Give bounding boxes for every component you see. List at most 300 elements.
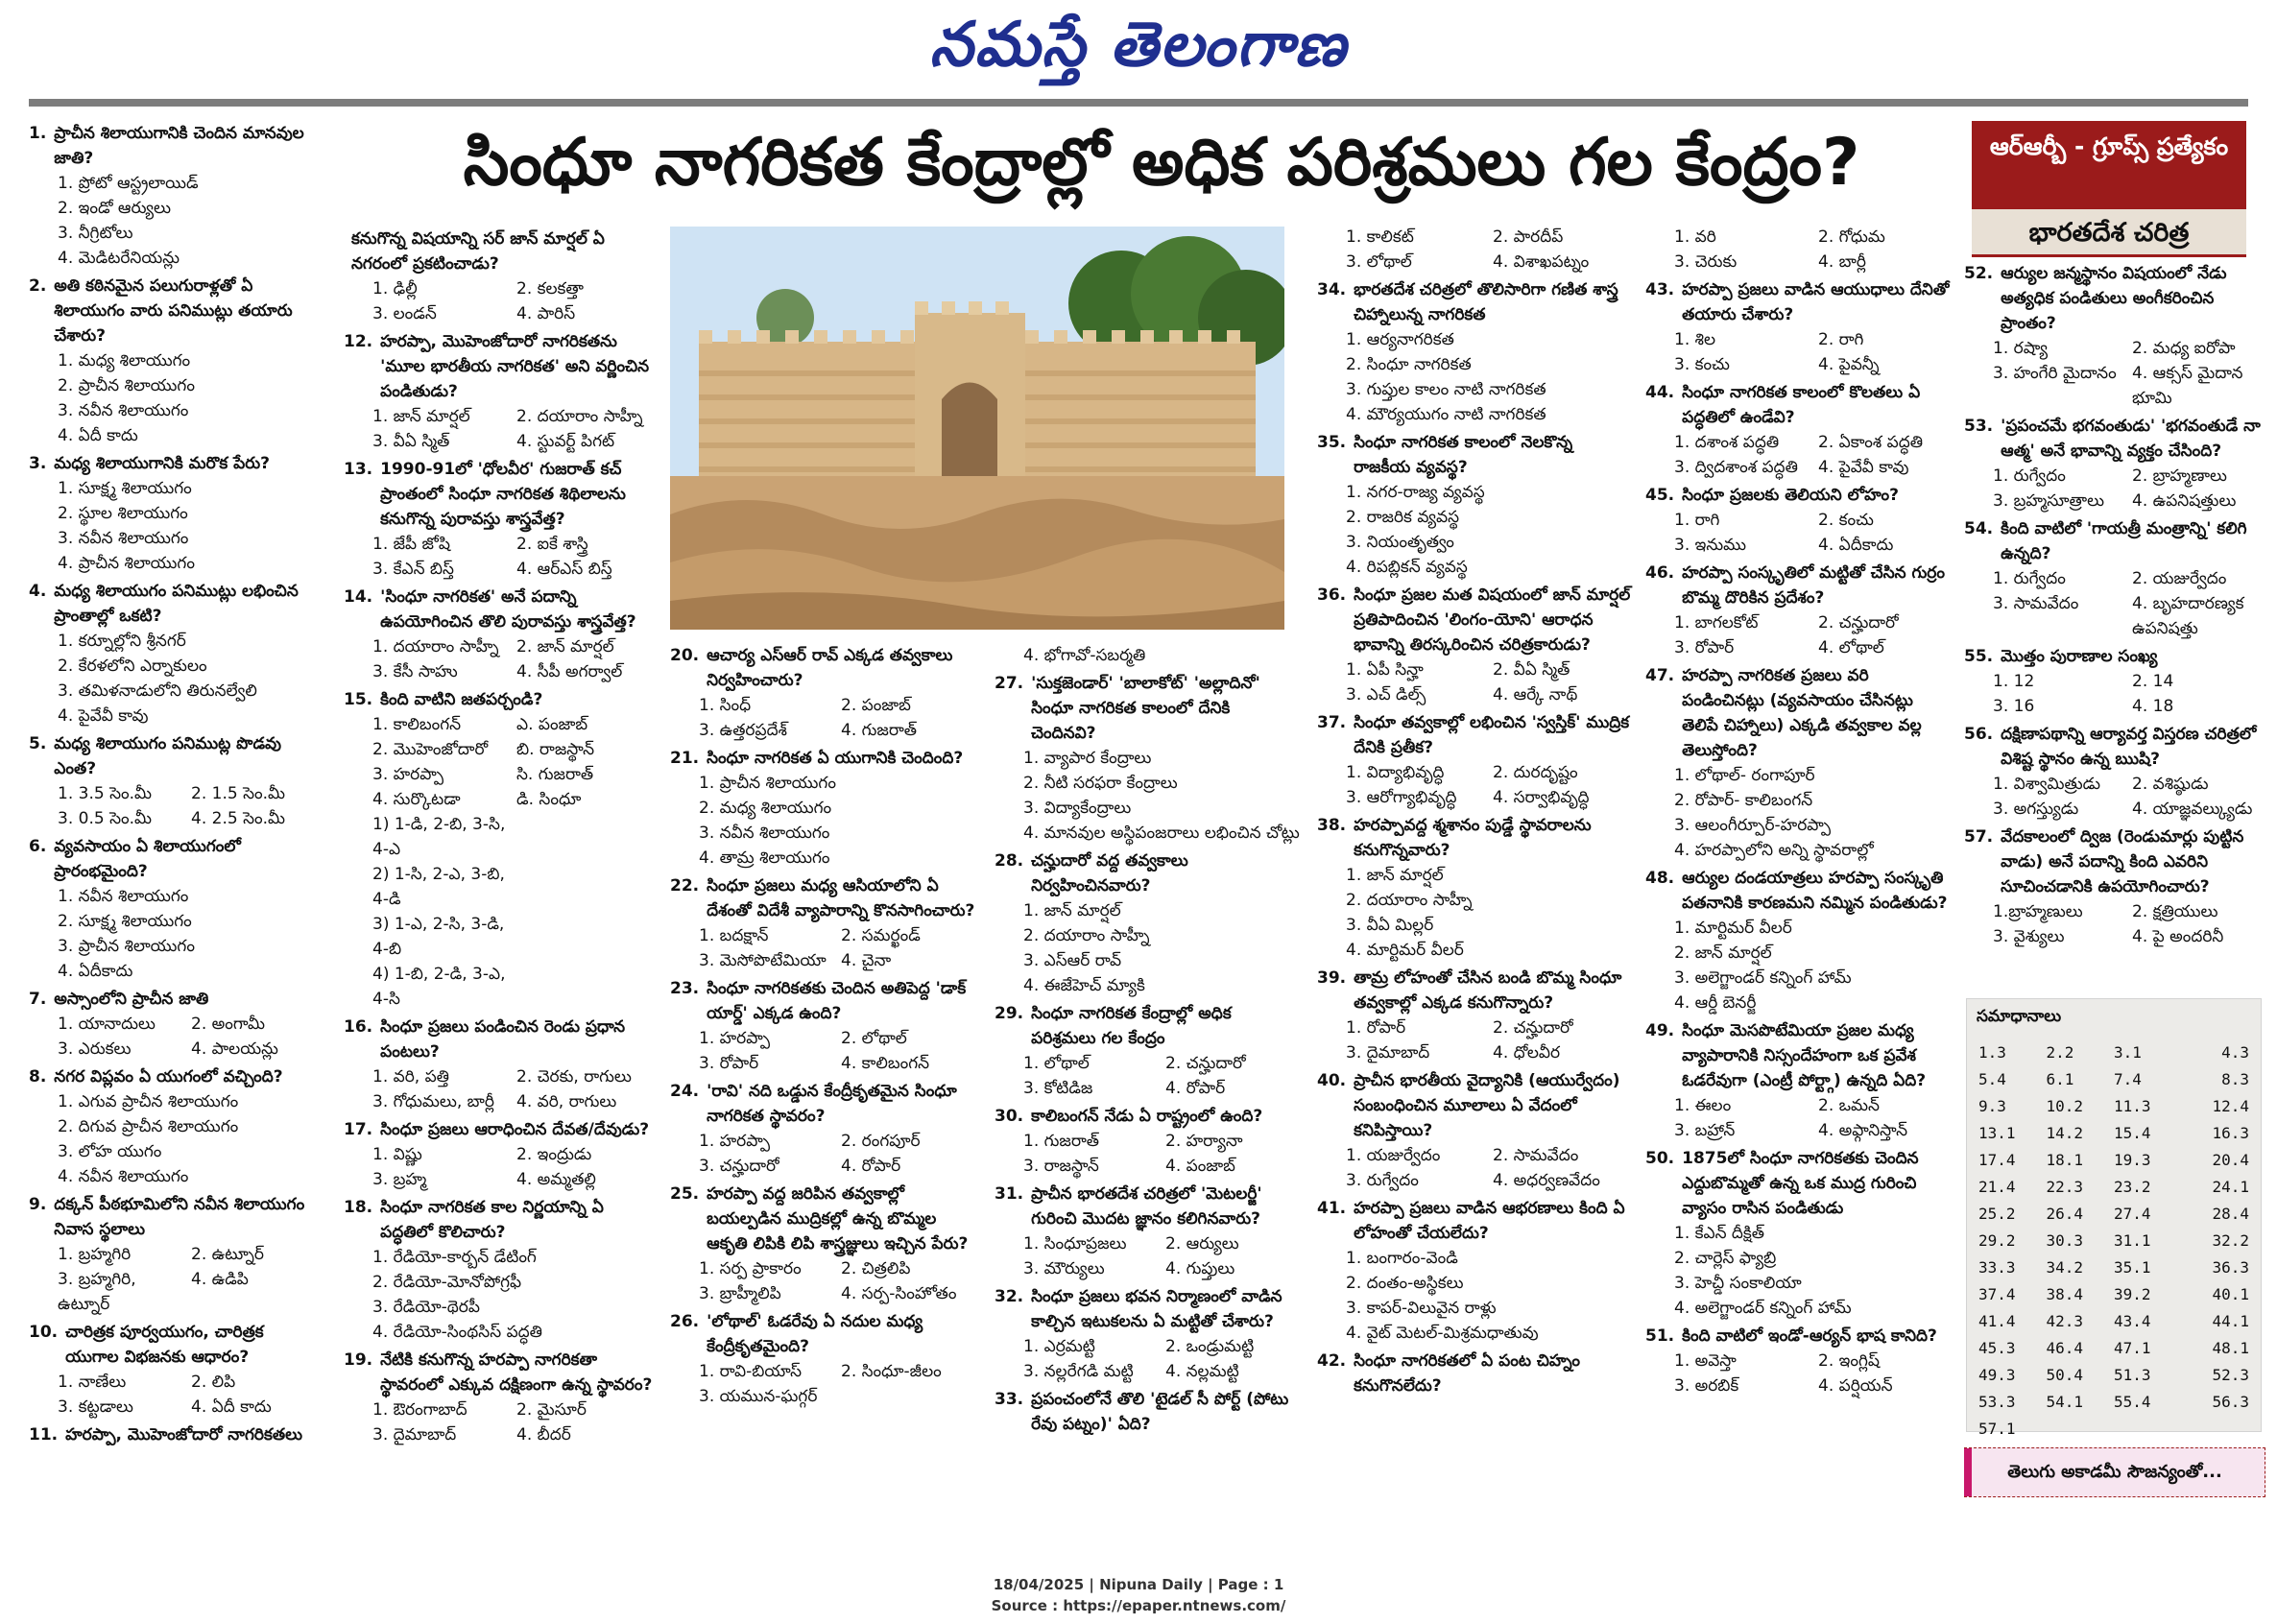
option: 2. సమర్ఖండ్	[841, 926, 921, 945]
option: 3. ఆరోగ్యాభివృద్ధి	[1346, 788, 1457, 807]
option: 3. చెరుకు	[1674, 252, 1738, 272]
option: 3. బ్రహ్మసూత్రాలు	[1993, 491, 2105, 511]
option-list	[1645, 1093, 1954, 1143]
option: 1. మార్టిమర్ వీలర్	[1674, 919, 1792, 938]
question-number	[344, 227, 351, 276]
option-list	[344, 712, 653, 1012]
option-list	[1964, 464, 2264, 513]
option: 2. ఏకాంశ పద్ధతి	[1818, 433, 1924, 452]
option: 2. బ్రాహ్మణాలు	[2132, 466, 2227, 486]
question-item	[29, 1320, 317, 1420]
question-text: దక్షిణాపథాన్ని ఆర్యావర్త విస్తరణ చరిత్రలో విశిష్ట స్థానం ఉన్న ఋషి?	[2001, 725, 2257, 769]
option-list	[29, 1370, 317, 1420]
answer-item: 41.4	[1978, 1312, 2016, 1330]
option-list	[1964, 669, 2264, 719]
option: 4. ఈజేహెచ్ మ్యాకి	[1023, 976, 1145, 995]
question-text: 'లోథాల్' ఓడరేవు ఏ నదుల మధ్య కేంద్రీకృతమైంది?	[707, 1312, 923, 1356]
option: 4. హరప్పాలోని అన్ని స్థావరాల్లో	[1674, 841, 1874, 860]
option: 3. కేఎన్ బిస్త్	[372, 560, 454, 579]
question-number: 53.	[1964, 417, 1994, 436]
question-header	[995, 1182, 1300, 1231]
option: 3. ద్విదశాంశ పద్ధతి	[1674, 458, 1798, 477]
question-header	[1645, 380, 1954, 430]
option: 3. బహ్రాన్	[1674, 1121, 1736, 1140]
question-text: 'సింధూ నాగరికత' అనే పదాన్ని ఉపయోగించిన తొలి పురావస్తు శాస్త్రవేత్త?	[380, 587, 636, 632]
option: 1. 12	[1993, 672, 2035, 691]
option: 3. లోహ యుగం	[58, 1142, 162, 1161]
option: 1. సర్ప ప్రాకారం	[699, 1259, 802, 1278]
option: 4. పైవన్నీ	[1818, 355, 1880, 374]
answer-item: 9.3	[1978, 1097, 2006, 1115]
question-item	[1317, 813, 1632, 963]
footer-source-line: Source : https://epaper.ntnews.com/	[991, 1597, 1286, 1614]
question-number: 23.	[670, 979, 700, 998]
question-header	[344, 585, 653, 634]
question-item	[1317, 225, 1632, 275]
option: 4. రోపార్	[841, 1157, 901, 1176]
option: 3. గుప్తుల కాలం నాటి నాగరికత	[1346, 380, 1546, 399]
question-text: ప్రపంచంలోనే తొలి 'టైడల్ సీ పోర్ట్ (పోటు రేవు పట్నం)' ఏది?	[1031, 1390, 1289, 1434]
question-item	[670, 873, 975, 973]
option: 3. రాజస్థాన్	[1023, 1157, 1099, 1176]
option: 1. ప్రోటో ఆస్ట్రలాయిడ్	[58, 174, 199, 193]
answer-item: 56.3	[2212, 1393, 2249, 1411]
question-text: కింది వాటిని జతపర్చండి?	[380, 690, 543, 709]
question-header	[1964, 824, 2264, 899]
option: 3. యమున-ఘగ్గర్	[699, 1387, 818, 1406]
option: 3. కాపర్-విలువైన రాళ్లు	[1346, 1299, 1497, 1318]
question-text: హరప్పా, మొహెంజోదారో నాగరికతలు	[65, 1425, 303, 1445]
option: 2. చిత్రలిపి	[841, 1259, 911, 1278]
option: 2. చన్హుదారో	[1818, 613, 1899, 633]
option: 3. ఉత్తరప్రదేశ్	[699, 721, 787, 740]
question-number: 8.	[29, 1067, 47, 1087]
question-column-1	[29, 121, 317, 1450]
question-text: సింధూ నాగరికత కాలంలో నెలకొన్న రాజకీయ వ్యవస్థ?	[1354, 433, 1573, 477]
option: 2. రాగి	[1818, 330, 1864, 349]
option: 1. రోపార్	[1346, 1018, 1406, 1038]
question-number: 3.	[29, 454, 47, 473]
option: 4. ఏదీకాదు	[58, 962, 133, 981]
option: 4. సీపీ అగర్వాల్	[516, 662, 623, 681]
question-item	[995, 671, 1300, 846]
question-text: అస్సాంలోని ప్రాచీన జాతి	[54, 990, 209, 1009]
option: 4. భోగావో-సబర్మతి	[1023, 646, 1146, 665]
option: 3. వైశ్యులు	[1993, 927, 2065, 946]
question-number: 57.	[1964, 827, 1994, 847]
question-item	[670, 643, 975, 743]
question-number: 27.	[995, 674, 1024, 693]
option-list	[995, 1051, 1300, 1101]
option: 2. మైసూర్	[516, 1400, 587, 1420]
question-header	[29, 1320, 317, 1370]
question-number: 6.	[29, 837, 47, 856]
option: 1. విష్ణు	[372, 1145, 422, 1164]
option: 3. బ్రహ్మ	[372, 1170, 427, 1189]
question-header	[995, 848, 1300, 898]
option: 3. ఎరుకలు	[58, 1039, 132, 1059]
question-text: కనుగొన్న విషయాన్ని సర్ జాన్ మార్షల్ ఏ నగరంలో ప్రకటించాడు?	[351, 229, 605, 274]
question-number: 33.	[995, 1390, 1024, 1409]
question-header	[29, 987, 317, 1012]
option: 4. ఏదీ కాదు	[191, 1397, 272, 1417]
answer-item: 19.3	[2114, 1151, 2151, 1169]
ruins-photo	[670, 227, 1284, 630]
question-text: చన్హుదారో వద్ద తవ్వకాలు నిర్వహించినవారు?	[1031, 851, 1188, 896]
answer-item: 36.3	[2212, 1258, 2249, 1277]
question-text: ఆర్యుల జన్మస్థానం విషయంలో నేడు అత్యధిక పండితులు అంగీకరించిన ప్రాంతం?	[2001, 264, 2227, 333]
option: 4. ప్రాచీన శిలాయుగం	[58, 554, 195, 573]
option: 2. ఒండ్రుమట్టి	[1165, 1337, 1255, 1356]
option-list	[1645, 916, 1954, 1015]
question-item	[29, 1422, 317, 1447]
option-list	[1317, 863, 1632, 963]
question-number: 54.	[1964, 519, 1994, 538]
option-list	[995, 746, 1300, 846]
question-number: 10.	[29, 1323, 59, 1342]
answer-item: 18.1	[2046, 1151, 2084, 1169]
option: 4. బృహదారణ్యక ఉపనిషత్తు	[2132, 594, 2244, 638]
option-list	[29, 476, 317, 576]
question-text: కింది వాటిలో ఇండో-ఆర్యన్ భాష కానిది?	[1682, 1326, 1937, 1346]
option-list	[29, 884, 317, 984]
question-text: మొత్తం పురాణాల సంఖ్య	[2001, 647, 2158, 666]
question-header	[29, 579, 317, 629]
option: 2. ఇంగ్లిష్	[1818, 1351, 1880, 1371]
answer-item: 7.4	[2114, 1070, 2142, 1088]
answer-item: 43.4	[2114, 1312, 2151, 1330]
question-text: 'సుక్తజెండార్' 'బాలాకోట్' 'అల్లాదినో' సింధూ నాగరికత కాలంలో దేనికి చెందినవి?	[1031, 674, 1260, 743]
option: 4. రోపార్	[1165, 1079, 1226, 1098]
question-header	[1964, 644, 2264, 669]
option: 2. 14	[2132, 672, 2174, 691]
answer-key-grid	[1967, 1038, 2261, 1445]
answer-item: 47.1	[2114, 1339, 2151, 1357]
question-number: 48.	[1645, 869, 1675, 888]
option-list	[995, 1231, 1300, 1281]
option-list	[29, 1242, 317, 1317]
question-item	[29, 987, 317, 1062]
answer-item: 14.2	[2046, 1124, 2084, 1142]
option: 4. గుప్తులు	[1165, 1259, 1235, 1278]
option: 3. ఎచ్ డిల్స్	[1346, 685, 1426, 705]
option: 2. వశిష్ఠుడు	[2132, 775, 2209, 794]
option: 4. అధర్వణవేదం	[1493, 1171, 1600, 1190]
question-item	[1317, 430, 1632, 580]
option: 1. కాలికట్	[1346, 227, 1414, 247]
option: 3. మౌర్యులు	[1023, 1259, 1105, 1278]
question-item	[1645, 225, 1954, 275]
question-header	[995, 1387, 1300, 1437]
answer-item: 32.2	[2212, 1231, 2249, 1250]
question-number: 42.	[1317, 1351, 1347, 1371]
answer-item: 57.1	[1978, 1420, 2016, 1438]
option	[516, 962, 653, 1012]
option-list	[29, 1012, 317, 1062]
question-item	[995, 1104, 1300, 1179]
question-text: ఆచార్య ఎస్ఆర్ రావ్ ఎక్కడ తవ్వకాలు నిర్వహించారు?	[707, 646, 953, 690]
option-list	[1964, 566, 2264, 641]
option: 1. ప్రాచీన శిలాయుగం	[699, 774, 836, 793]
question-item	[29, 579, 317, 728]
option: 3. నవీన శిలాయుగం	[58, 401, 189, 420]
answer-item: 40.1	[2212, 1285, 2249, 1303]
option	[516, 862, 653, 912]
question-item	[29, 1192, 317, 1317]
question-number: 22.	[670, 876, 700, 896]
option: 3. హెచ్డీ సంకాలియా	[1674, 1274, 1802, 1293]
question-item	[1964, 644, 2264, 719]
question-header	[1317, 710, 1632, 760]
question-header	[1645, 1146, 1954, 1221]
question-number: 25.	[670, 1184, 700, 1204]
option: 3. కోటిడిజ	[1023, 1079, 1093, 1098]
answer-key-title: సమాధానాలు	[1977, 1007, 2062, 1026]
question-number: 38.	[1317, 816, 1347, 835]
question-number: 17.	[344, 1120, 373, 1139]
question-text: ప్రాచీన శిలాయుగానికి చెందిన మానవుల జాతి?	[54, 124, 304, 168]
question-header	[344, 227, 653, 276]
option: 1. జాన్ మార్షల్	[1023, 901, 1121, 920]
question-text: 'ప్రపంచమే భగవంతుడు' 'భగవంతుడే నా ఆత్మ' అనే భావాన్ని వ్యక్తం చేసింది?	[2001, 417, 2261, 461]
option: 2. కలకత్తా	[516, 279, 585, 299]
option: 2. సింధూ-జీలం	[841, 1362, 942, 1381]
option: 1. నగర-రాజ్య వ్యవస్థ	[1346, 483, 1485, 502]
question-text: హరప్పా ప్రజలు వాడిన ఆయుధాలు దేనితో తయారు చేశారు?	[1682, 280, 1950, 324]
answer-item: 44.1	[2212, 1312, 2249, 1330]
question-header	[670, 1079, 975, 1129]
question-number: 30.	[995, 1107, 1024, 1126]
answer-item: 6.1	[2046, 1070, 2074, 1088]
question-header	[1317, 1349, 1632, 1398]
question-text: సింధూ ప్రజలు మధ్య ఆసియాలోని ఏ దేశంతో విదేశీ వ్యాపారాన్ని కొనసాగించారు?	[707, 876, 975, 920]
option: 2. దంతం-అస్థికలు	[1346, 1274, 1464, 1293]
answer-item: 16.3	[2212, 1124, 2249, 1142]
question-item	[1964, 261, 2264, 411]
question-text: ప్రాచీన భారతీయ వైద్యానికి (ఆయుర్వేదం) సంబంధించిన మూలాలు ఏ వేదంలో కనిపిస్తాయి?	[1354, 1071, 1620, 1140]
question-item	[1645, 663, 1954, 863]
option: 1. రష్యా	[1993, 339, 2049, 358]
question-item	[344, 585, 653, 684]
option: 1. హరప్పా	[699, 1132, 771, 1151]
question-number: 46.	[1645, 563, 1675, 583]
option: 1. బాగలకోట్	[1674, 613, 1759, 633]
page-footer	[0, 1574, 2277, 1616]
option-list	[29, 171, 317, 271]
answer-item: 12.4	[2212, 1097, 2249, 1115]
answer-item: 54.1	[2046, 1393, 2084, 1411]
question-text: ప్రాచీన భారతదేశ చరిత్రలో 'మెటలర్జీ' గురించి మొదట జ్ఞానం కలిగినవారు?	[1031, 1184, 1262, 1229]
question-text: నగర విప్లవం ఏ యుగంలో వచ్చింది?	[54, 1067, 283, 1087]
question-number: 2.	[29, 276, 47, 296]
option: 3. నవీన శిలాయుగం	[58, 529, 189, 548]
option: 1. లోథాల్- రంగాపూర్	[1674, 766, 1815, 785]
question-text: నేటికి కనుగొన్న హరప్పా నాగరికతా స్థావరంలో ఎక్కువ దక్షిణంగా ఉన్న స్థావరం?	[380, 1350, 653, 1395]
question-item	[1964, 824, 2264, 949]
question-text: 'రావి' నది ఒడ్డున కేంద్రీకృతమైన సింధూ నాగరికత స్థావరం?	[707, 1082, 957, 1126]
question-item	[670, 1309, 975, 1409]
option-list	[670, 771, 975, 871]
option: 1. శిల	[1674, 330, 1716, 349]
question-item	[995, 1284, 1300, 1384]
option: 2. హర్యానా	[1165, 1132, 1243, 1151]
option: 2. రాజరిక వ్యవస్థ	[1346, 508, 1460, 527]
question-number: 20.	[670, 646, 700, 665]
question-header	[344, 1015, 653, 1064]
question-number: 29.	[995, 1004, 1024, 1023]
option: 2. ఉట్నూర్	[191, 1245, 264, 1264]
question-item	[1645, 483, 1954, 558]
option: 3. నవీన శిలాయుగం	[699, 824, 830, 843]
question-number: 44.	[1645, 383, 1675, 402]
option-list	[344, 1245, 653, 1345]
question-number: 16.	[344, 1017, 373, 1037]
question-header	[670, 1182, 975, 1256]
question-header	[995, 1104, 1300, 1129]
option: 1. బంగారం-వెండి	[1346, 1249, 1458, 1268]
question-text: సింధూ ప్రజలు పండించిన రెండు ప్రధాన పంటలు?	[380, 1017, 626, 1062]
option: 2. లోథాల్	[841, 1029, 907, 1048]
question-text: దక్కన్ పీఠభూమిలోని నవీన శిలాయుగం నివాస స్థలాలు	[54, 1195, 305, 1239]
option-list	[1645, 508, 1954, 558]
option: 4. మౌర్యయుగం నాటి నాగరికత	[1346, 405, 1546, 424]
option: 4. ఆర్ఎస్ బిస్త్	[516, 560, 612, 579]
question-item	[29, 451, 317, 576]
answer-item: 33.3	[1978, 1258, 2016, 1277]
question-item	[344, 1195, 653, 1345]
option: 1. ఏపీ సిన్హా	[1346, 660, 1424, 680]
question-item	[1645, 1324, 1954, 1398]
option-list	[29, 781, 317, 831]
option: 4. ఏదీ కాదు	[58, 426, 138, 445]
option: 3. అరబిక్	[1674, 1376, 1739, 1396]
question-item	[1317, 1068, 1632, 1193]
option: 4. ఏదీకాదు	[1818, 536, 1894, 555]
option: 2. క్షత్రియులు	[2132, 902, 2218, 921]
option: 1. కాలిబంగన్	[372, 715, 462, 734]
option: 2. కంచు	[1818, 511, 1874, 530]
option: 2. దిగువ ప్రాచీన శిలాయుగం	[58, 1117, 239, 1136]
option: 4. రిపబ్లికన్ వ్యవస్థ	[1346, 558, 1468, 577]
option: 2. ఐకే శాస్త్రి	[516, 535, 588, 554]
question-number: 40.	[1317, 1071, 1347, 1090]
question-number: 19.	[344, 1350, 373, 1370]
option: 4. చైనా	[841, 951, 892, 970]
option: 3. అలెగ్జాండర్ కన్నింగ్ హామ్	[1674, 968, 1852, 988]
question-item	[1317, 710, 1632, 810]
option: 2. నీటి సరఫరా కేంద్రాలు	[1023, 774, 1178, 793]
question-item	[344, 1348, 653, 1447]
option: 2. స్థూల శిలాయుగం	[58, 504, 188, 523]
option: 3. కట్టడాలు	[58, 1397, 133, 1417]
question-header	[29, 1422, 317, 1447]
question-item	[344, 1117, 653, 1192]
option-list	[344, 1064, 653, 1114]
question-item	[1317, 1196, 1632, 1346]
question-number: 45.	[1645, 486, 1675, 505]
question-item	[995, 1387, 1300, 1437]
question-header	[1964, 414, 2264, 464]
answer-item: 11.3	[2114, 1097, 2151, 1115]
answer-item: 35.1	[2114, 1258, 2151, 1277]
answer-item: 37.4	[1978, 1285, 2016, 1303]
question-text: సింధూ నాగరికత కేంద్రాల్లో అధిక పరిశ్రమలు గల కేంద్రం	[1031, 1004, 1232, 1048]
option: 4. పైవేవీ కావు	[58, 706, 149, 726]
question-header	[670, 746, 975, 771]
answer-item: 50.4	[2046, 1366, 2084, 1384]
option: 1. బ్రహ్మగిరి	[58, 1245, 132, 1264]
question-number: 13.	[344, 460, 373, 479]
option: 3. విద్యాకేంద్రాలు	[1023, 799, 1132, 818]
question-header	[344, 1117, 653, 1142]
question-header	[670, 1309, 975, 1359]
question-item	[344, 1015, 653, 1114]
question-text: సింధూ నాగరికత కాలంలో కొలతలు ఏ పద్ధతిలో ఉండేవి?	[1682, 383, 1921, 427]
option: 1. 3.5 సెం.మీ	[58, 784, 153, 803]
question-header	[1645, 866, 1954, 916]
option-list	[995, 1129, 1300, 1179]
question-item	[1317, 1349, 1632, 1398]
option: 2. యజుర్వేదం	[2132, 569, 2227, 588]
option-list	[1645, 1221, 1954, 1321]
option: 1.బ్రాహ్మణులు	[1993, 902, 2083, 921]
option-list	[995, 898, 1300, 998]
question-number: 18.	[344, 1198, 373, 1217]
option: 4. ఉపనిషత్తులు	[2132, 491, 2237, 511]
option: 3. కంచు	[1674, 355, 1730, 374]
question-item	[995, 1182, 1300, 1281]
question-item	[995, 1001, 1300, 1101]
option-list	[1317, 1246, 1632, 1346]
option: 4. సర్వాభివృద్ధి	[1493, 788, 1590, 807]
question-item	[1645, 1018, 1954, 1143]
option: 1. రుగ్వేదం	[1993, 466, 2066, 486]
option: 4. ఆక్సస్ మైదాన భూమి	[2132, 364, 2243, 408]
option: 4. అలెగ్జాండర్ కన్నింగ్ హామ్	[1674, 1299, 1852, 1318]
answer-item: 38.4	[2046, 1285, 2084, 1303]
option: సి. గుజరాత్	[516, 765, 594, 784]
series-banner: ఆర్ఆర్బీ - గ్రూప్స్ ప్రత్యేకం	[1972, 121, 2246, 209]
question-header	[29, 121, 317, 171]
question-text: సింధూ ప్రజల మత విషయంలో జాన్ మార్షల్ ప్రతిపాదించిన 'లింగం-యోని' ఆరాధన భావాన్ని తిరస్కరించిన చరిత్రకారుడు?	[1354, 585, 1631, 655]
option: 3. వీఏ స్మిత్	[372, 432, 450, 451]
option: 3. ఇనుము	[1674, 536, 1747, 555]
option: 3. హంగేరి మైదానం	[1993, 364, 2117, 383]
option: 1. నాణేలు	[58, 1373, 127, 1392]
option: 2. దయారాం సాహ్నీ	[1023, 926, 1150, 945]
option: 4. వైట్ మెటల్-మిశ్రమధాతువు	[1346, 1324, 1539, 1343]
question-header	[995, 1284, 1300, 1334]
question-header	[1317, 430, 1632, 480]
question-text: తామ్ర లోహంతో చేసిన బండి బొమ్మ సింధూ తవ్వకాల్లో ఎక్కడ కనుగొన్నారు?	[1354, 968, 1622, 1013]
question-header	[29, 1192, 317, 1242]
option: 4. బీదర్	[516, 1425, 571, 1445]
question-column-7	[1964, 261, 2264, 952]
option: 4. ఆర్డీ బెనర్జీ	[1674, 993, 1757, 1013]
question-text: సింధూ మెసపొటేమియా ప్రజల మధ్య వ్యాపారానికి నిస్సందేహంగా ఒక ప్రవేశ ఓడరేవుగా (ఎంట్రీ పోర్ట్గా) ఉన్నది ఏది?	[1682, 1021, 1927, 1090]
question-number: 47.	[1645, 666, 1675, 685]
question-number: 9.	[29, 1195, 47, 1214]
option: 1. జాన్ మార్షల్	[372, 407, 470, 426]
question-item	[29, 121, 317, 271]
question-header	[344, 1348, 653, 1397]
option: 3. తమిళనాడులోని తిరునల్వేలి	[58, 681, 257, 701]
answer-item: 20.4	[2212, 1151, 2249, 1169]
option: 3. మెసోపొటేమియా	[699, 951, 827, 970]
option-list	[995, 1334, 1300, 1384]
question-text: చారిత్రక పూర్వయుగం, చారిత్రక యుగాల విభజనకు ఆధారం?	[65, 1323, 264, 1367]
option-list	[1964, 772, 2264, 822]
